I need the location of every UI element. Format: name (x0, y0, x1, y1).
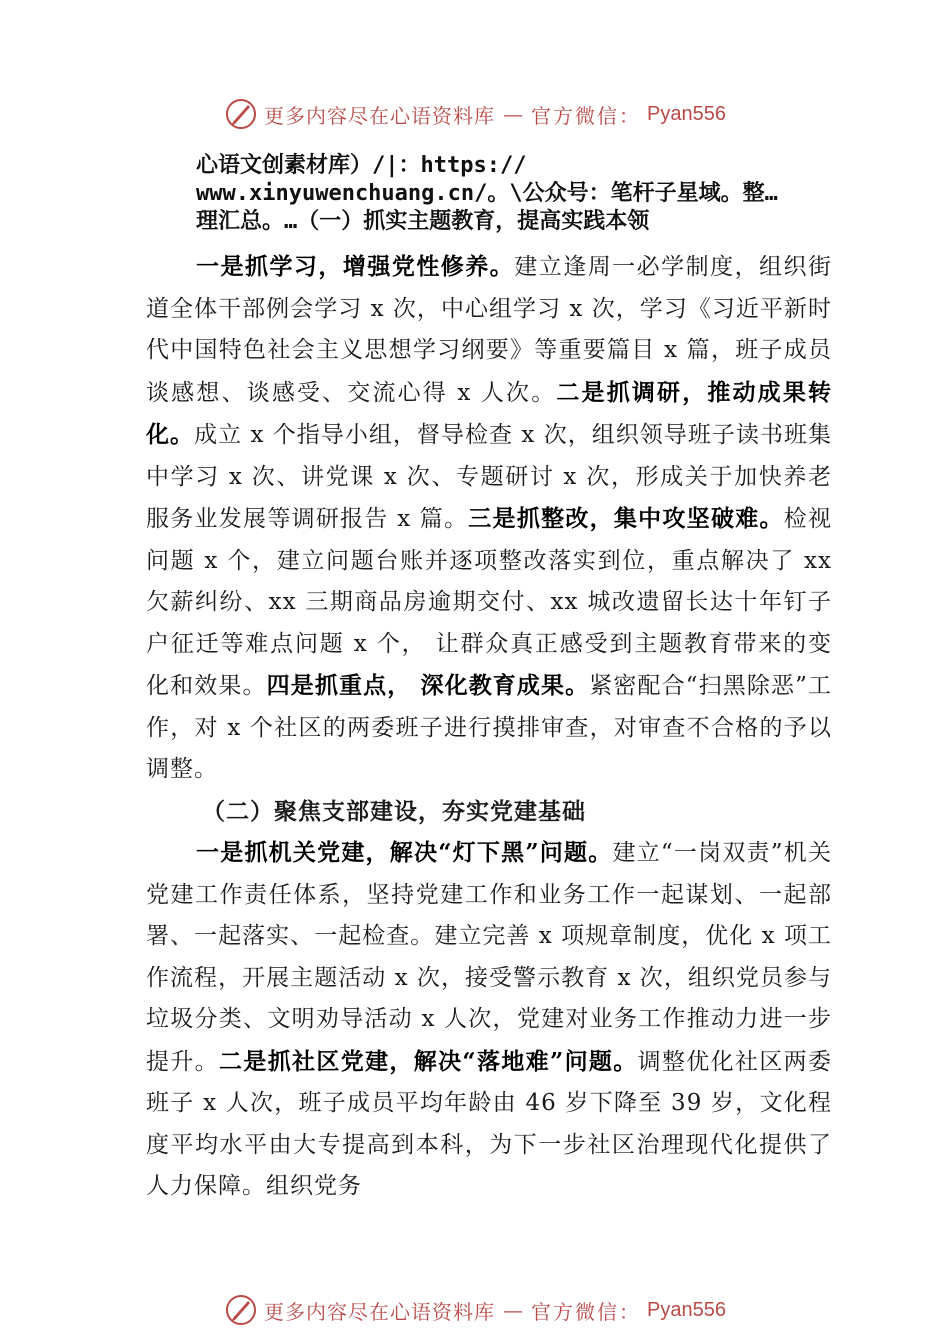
footer-banner-wechat-id: Pyan556 (647, 1298, 726, 1321)
header-banner (0, 94, 950, 134)
paragraph-2 (146, 832, 832, 1208)
header-line-1: 心语文创素材库）/|：https:// (196, 153, 527, 178)
header-line-2: www.xinyuwenchuang.cn/。\公众号：笔杆子星域。整… (196, 181, 778, 206)
para1-point-1-title: 一是抓学习，增强党性修养。 (196, 253, 515, 280)
para1-point-4-title: 四是抓重点， 深化教育成果。 (266, 672, 590, 699)
para2-point-2-title: 二是抓社区党建，解决“落地难”问题。 (219, 1047, 638, 1075)
para1-point-3-title: 三是抓整改，集中攻坚破难。 (468, 505, 784, 532)
header-line-3: 理汇总。…（一）抓实主题教育，提高实践本领 (196, 209, 650, 234)
para2-point-1-title: 一是抓机关党建，解决“灯下黑”问题。 (196, 839, 613, 866)
document-body (146, 246, 832, 1208)
banner-wechat-label: 官方微信： (531, 103, 642, 128)
document-header (196, 152, 836, 236)
para1-point-2-title: 二是抓调研，推动成果转化。 (146, 378, 833, 448)
para1-point-2-text: 成立 x 个指导小组，督导检查 x 次，组织领导班子读书班集中学习 x 次、讲党课 x 次、专题研讨 x 次，形成关于加快养老服务业发展等调研报告 x 篇。 (146, 422, 833, 532)
quill-pen-logo-icon (224, 97, 258, 131)
banner-dash: — (503, 102, 524, 126)
footer-banner-wechat-label: 官方微信： (531, 1299, 642, 1324)
para1-point-1-text: 建立逢周一必学制度，组织街道全体干部例会学习 x 次，中心组学习 x 次，学习《习近平新时代中国特色社会主义思想学习纲要》等重要篇目 x 篇，班子成员谈感想、谈感受、交流心得 x 人次。 (146, 254, 833, 406)
banner-wechat-id: Pyan556 (647, 102, 726, 125)
footer-banner-dash: — (503, 1298, 524, 1322)
quill-pen-logo-icon (224, 1293, 258, 1327)
footer-banner (0, 1290, 950, 1330)
section-2-heading: （二）聚焦支部建设，夯实党建基础 (202, 797, 586, 825)
para2-point-1-text: 建立“一岗双责”机关党建工作责任体系，坚持党建工作和业务工作一起谋划、一起部署、一起落实、一起检查。建立完善 x 项规章制度，优化 x 项工作流程，开展主题活动 x 次，接受警示教育 x 次，组织党员参与垃圾分类、文明劝导活动 x 人次，党建对业务工作推动力进一步提升。 (146, 840, 832, 1075)
para1-point-3-text: 检视问题 x 个，建立问题台账并逐项整改落实到位，重点解决了 xx 欠薪纠纷、xx 三期商品房逾期交付、xx 城改遗留长达十年钉子户征迁等难点问题 x 个， 让群众真正感受到主题教育带来的变化和效果。 (146, 506, 833, 699)
footer-banner-text: 更多内容尽在心语资料库 (264, 1299, 496, 1324)
paragraph-1 (146, 246, 832, 791)
para1-point-4-text: 紧密配合“扫黑除恶”工作，对 x 个社区的两委班子进行摸排审查，对审查不合格的予以调整。 (146, 673, 833, 782)
para2-point-2-text: 调整优化社区两委班子 x 人次，班子成员平均年龄由 46 岁下降至 39 岁，文化程度平均水平由大专提高到本科，为下一步社区治理现代化提供了人力保障。组织党务 (146, 1048, 833, 1199)
banner-text: 更多内容尽在心语资料库 (264, 103, 496, 128)
